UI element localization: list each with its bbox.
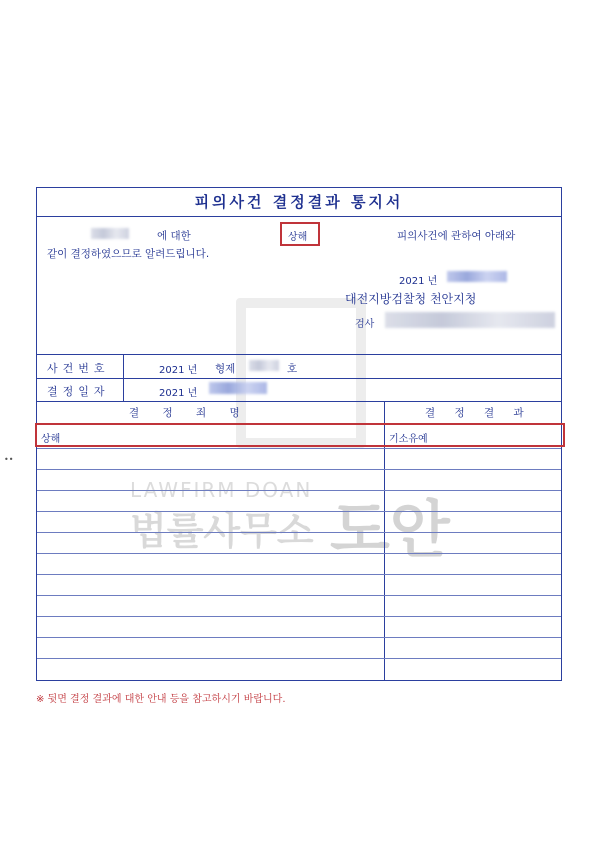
prosecutor-label: 검사 (355, 319, 375, 330)
margin-mark: •• (4, 455, 14, 464)
table-row-line (37, 469, 561, 470)
redacted-decision-date (209, 382, 267, 394)
redacted-name (91, 228, 129, 239)
table-row-line (37, 658, 561, 659)
table-header-charge: 결 정 죄 명 (129, 407, 250, 419)
form-title: 피의사건 결정결과 통지서 (37, 188, 561, 217)
issuer-year: 2021 년 (399, 276, 438, 287)
case-number-year: 2021 년 (159, 365, 198, 376)
redacted-case-number (249, 360, 279, 371)
divider-label-column (123, 354, 124, 401)
divider-case-top (37, 354, 561, 355)
decision-date-year: 2021 년 (159, 388, 198, 399)
intro-regarding: 에 대한 (157, 230, 191, 242)
table-row-charge: 상해 (41, 434, 61, 445)
table-row-line (37, 490, 561, 491)
table-row-line (37, 637, 561, 638)
case-number-unit: 호 (287, 363, 298, 375)
table-row-line (37, 595, 561, 596)
intro-line2: 같이 결정하였으므로 알려드립니다. (47, 248, 210, 260)
table-row-line (37, 616, 561, 617)
redacted-issue-date (447, 271, 507, 282)
result-row-highlight-box (35, 423, 565, 447)
footnote: ※ 뒷면 결정 결과에 대한 안내 등을 참고하시기 바랍니다. (36, 694, 286, 705)
decision-date-label: 결정일자 (47, 385, 110, 398)
redacted-prosecutor (385, 312, 555, 328)
table-row-line (37, 532, 561, 533)
table-row-line (37, 448, 561, 449)
table-row-line (37, 511, 561, 512)
watermark-korean: 법률사무소 (130, 509, 314, 553)
divider-case-bottom (37, 378, 561, 379)
intro-offense: 상해 (288, 232, 308, 243)
watermark-english: LAWFIRM DOAN (130, 478, 313, 502)
case-number-type: 형제 (215, 363, 236, 375)
table-header-result: 결 정 결 과 (425, 407, 532, 419)
intro-suffix: 피의사건에 관하여 아래와 (397, 230, 516, 242)
table-row-line (37, 553, 561, 554)
issuer-office: 대전지방검찰청 천안지청 (345, 292, 477, 306)
table-row-result: 기소유예 (389, 434, 428, 445)
case-number-label: 사건번호 (47, 362, 110, 375)
watermark-brand: 도안 (330, 493, 450, 566)
divider-date-bottom (37, 401, 561, 402)
table-row-line (37, 574, 561, 575)
